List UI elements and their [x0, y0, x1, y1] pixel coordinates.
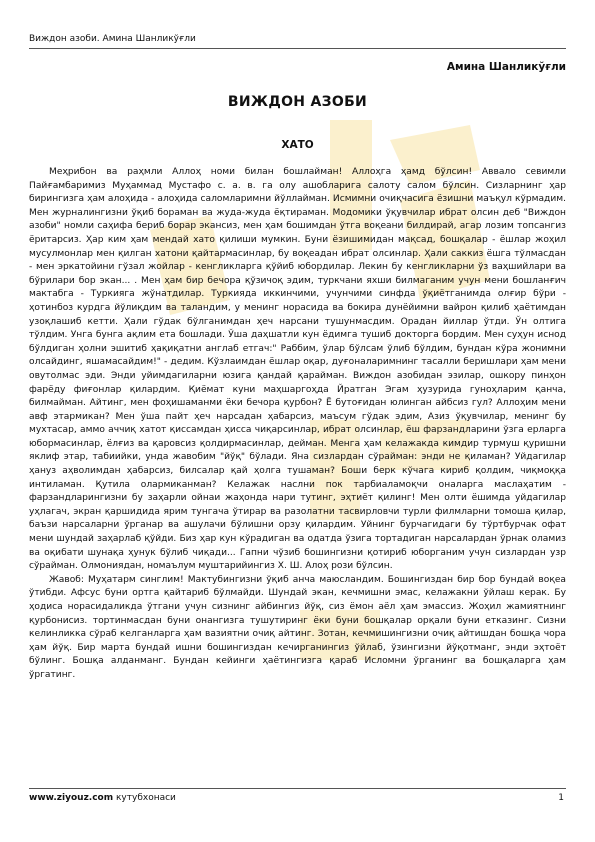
section-title: ХАТО: [281, 139, 314, 151]
running-header: [29, 34, 566, 49]
running-title: Виждон азоби. Амина Шанликўғли: [29, 34, 196, 44]
author-name: Амина Шанликўғли: [446, 61, 566, 73]
body-text: [29, 166, 566, 683]
footer-site-link[interactable]: www.ziyouz.com: [29, 793, 114, 803]
page-footer: [29, 788, 566, 804]
footer-library-label: кутубхонаси: [116, 793, 176, 803]
page-number: 1: [558, 793, 564, 803]
letter-paragraph: Меҳрибон ва раҳмли Аллоҳ номи билан бошлайман! Аллоҳга ҳамд бўлсин! Аввало севимли Пайғамбаримиз Муҳаммад Мустафо с. а. в. га олу ашобларига салоту салом бўлсин. Сизларнинг ҳар бирингизга ҳам алоҳида - алоҳида саломларимни йўллайман. Исмимни очиқчасига ёзишни маъқул кўрмадим. Мен журналингизни ўқиб бораман ва жуда-жуда ёқтираман. Модомики ўқувчилар ибрат олсин деб "Виждон азоби" номли саҳифа бериб борар экансиз, мен ҳам бошимдан ўтга воқеани билдирай, агар лозим топсангиз ёритарсиз. Ҳар ким ҳам мендай хато қилиши мумкин. Буни ёзишимидан мақсад, бошқалар - ёшлар жоҳил мусулмонлар мен қилган хатони қайтармасинлар, бу воқеадан ибрат олсинлар. Ҳали саккиз ёшга тўлмасдан - мен эркатойини гўзал жойлар - кенгликларга қўйиб юбордилар. Лекин бу кенгликларни ўз ваҳшийлари ва бўрилари бор экан... . Мен ҳам бир бечора қўзичоқ эдим, туркчани яхши билмаганим учун мени бошланғич мактабга - Туркияга жўнатдилар. Туркияда иккинчими, учунчими синфда ўқиётганимда олғир бўри - ҳотинбоз курдга йўлиқдим ва таландим, у менинг норасида ва бокира дунёйимни вайрон қилиб ҳаётимдан узоқлашиб кетти. Ҳали гўдак бўлганимдан ҳеч нарсани тушунмасдим. Орадан йиллар ўтди. Ўн олтига тўлдим. Унга бунга ақлим ета бошлади. Ўша даҳшатли кун ёдимга тушиб докторга бордим. Мен суҳун иснод бўлдиган ҳолни эшитиб ҳақиқатни англаб етгач:" Раббим, ўлар бўлсам ўлиб бўлдим, бундан кўра жонимни олсайдинг, яшамасайдим!" - дедим. Кўзлаимдан ёшлар оқар, дуғоналаримнинг тасалли беришлари ҳам мени овутолмас эди. Энди уйимдагиларни юзига қандай қарайман. Виждон азобидан эзилар, ошкору пинҳон фарёду фиғонлар қилардим. Қиёмат куни маҳшаргоҳда Йратган Эгам ҳузурида гуноҳларим қанча, билмайман. Айтинг, мен фоҳишаманми ёки бечора қурбон? Ё бутоғидан юлинган айбсиз гул? Аллоҳим мени авф этармикан? Мен ўша пайт ҳеч нарсадан ҳабарсиз, маъсум гўдак эдим, Азиз ўқувчилар, менинг бу мухтасар, аммо аччиқ хатот қиссамдан ҳисса чиқарсинлар, ибрат олсинлар, ёш фарзандларини ўзга ерларга юбормасинлар, ёлғиз ва қаровсиз қолдирмасинлар, деймaн. Менга ҳам келажакда кимдир турмуш қуришни яклиф этар, табиийки, унда жавобим "йўқ" бўлади. Яна сизлардан сўрайман: энди не қиламан? Уйдагилар ҳануз аҳволимдан ҳабарсиз, билсалар қай ҳолга тушаман? Боши берк кўчага кириб қолдим, чиқмоққа интиламан. Қутила олармиканман? Келажак наслни пок тарбиаламоқчи оналарга маслаҳатим - фарзандларингизни бу заҳарли ойнаи жаҳонда нари тутинг, эҳтиёт қилинг! Мен олти ёшимда уйдагилар уҳлагач, экран қаршидида ярим тунгача ўтирар ва разолатни тасвирловчи турли филмларни томоша қилар, баъзи нарсаларни ўрганар ва ашулачи бўлишни орзу қилардим. Уйнинг бурчагидаги бу тўртбурчак офат мени шундай заҳарлаб қўйди. Биз ҳар кун кўрадиган ва одатда ўзига тортадиган нарсалардан ўрнак оламиз ва оқибати шунақа ҳунук бўлиб чиқади... Гапни чўзиб бошингизни қотириб юборганим учун сизлардан узр сўрайман. Олмониядан, номаълум муштарийингиз Х. Ш. Алоҳ рози бўлсин.: [29, 167, 566, 572]
document-title: ВИЖДОН АЗОБИ: [227, 94, 368, 110]
answer-paragraph: Жавоб: Муҳатарм синглим! Мактубингизни ўқиб анча маюсландим. Бошингиздан бир бор бундай воқеа ўтибди. Афсус буни ортга қайтариб бўлмайди. Шундай экан, кечмишни эмас, келажакни ўйлаш керак. Бу ҳодиса норасидаликда ўтгани учун сизнинг айбингиз йўқ, сиз ёмон аёл ҳам эмассиз. Жоҳил жамиятнинг қурбонисиз. тортинмасдан буни онангизга тушутиринг ёки буни бошқалар орқали буни етказинг. Сизни келинликка сўраб келганларга ҳам вазиятни очиқ айтинг. Зотан, кечмишингизни очиқ айтишдан бошқа чора ҳам йўқ. Бир марта бундай ишни бошингиздан кечирганингиз ўйлаб, ўзингизни йўқотманг, энди эҳтоёт бўлинг. Бошқа алданманг. Бундан кейинги ҳаётингизга қараб Исломни ўрганинг ва бошқаларга ҳам ўргатинг.: [29, 574, 566, 680]
